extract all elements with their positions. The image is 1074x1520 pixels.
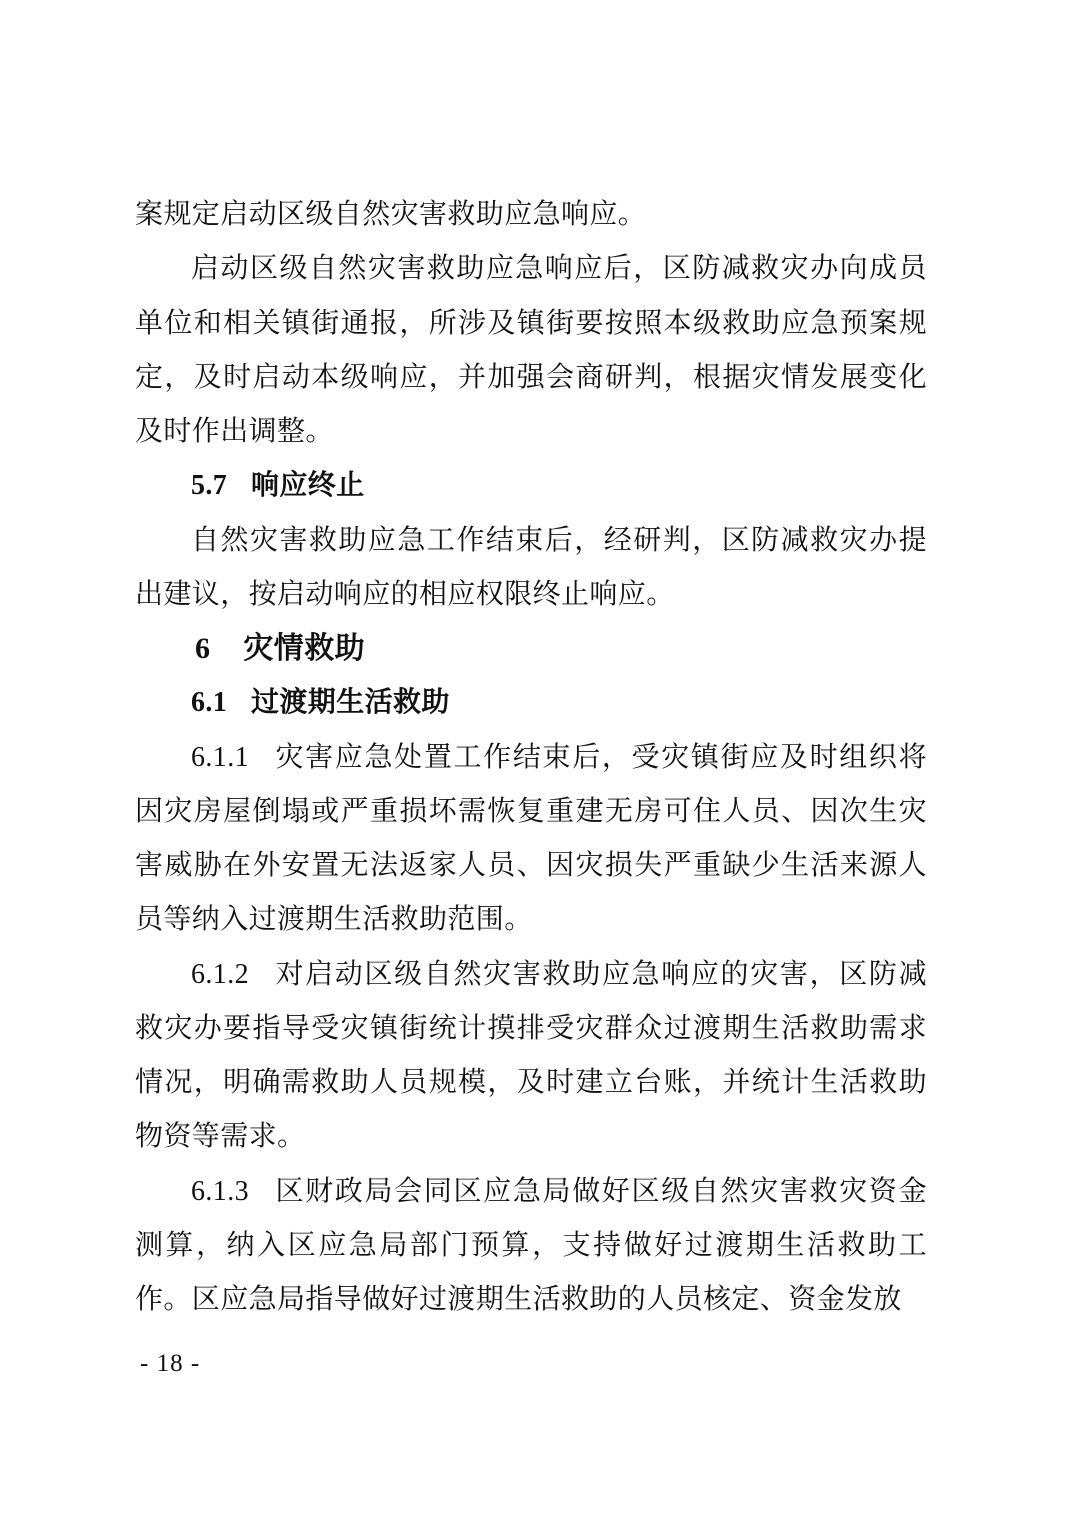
section-number: 6.1 (191, 687, 228, 719)
paragraph-text: 对启动区级自然灾害救助应急响应的灾害，区防减救灾办要指导受灾镇街统计摸排受灾群众过渡期生活救助需求情况，明确需救助人员规模，及时建立台账，并统计生活救助物资等需求。 (135, 958, 927, 1153)
section-title: 响应终止 (251, 470, 365, 502)
paragraph: 启动区级自然灾害救助应急响应后，区防减救灾办向成员单位和相关镇街通报，所涉及镇街要按照本级救助应急预案规定，及时启动本级响应，并加强会商研判，根据灾情发展变化及时作出调整。 (135, 253, 927, 447)
section-number: 5.7 (191, 470, 228, 502)
paragraph-number: 6.1.2 (191, 958, 249, 990)
paragraph-6-1-2 (135, 948, 927, 1165)
paragraph-number: 6.1.1 (191, 741, 249, 773)
section-title: 过渡期生活救助 (251, 687, 450, 719)
chapter-heading-6 (135, 622, 927, 676)
paragraph-6-1-1 (135, 731, 927, 948)
chapter-number: 6 (195, 632, 211, 665)
page-number: - 18 - (140, 1350, 201, 1377)
section-heading-6-1 (135, 676, 927, 730)
paragraph-continuation: 案规定启动区级自然灾害救助应急响应。 (135, 199, 647, 230)
section-heading-5-7 (135, 459, 927, 513)
paragraph-text: 区财政局会同区应急局做好区级自然灾害救灾资金测算，纳入区应急局部门预算，支持做好过渡期生活救助工作。区应急局指导做好过渡期生活救助的人员核定、资金发放 (135, 1175, 927, 1315)
paragraph-6-1-3 (135, 1165, 927, 1328)
chapter-title: 灾情救助 (243, 632, 366, 665)
paragraph: 自然灾害救助应急工作结束后，经研判，区防减救灾办提出建议，按启动响应的相应权限终止响应。 (135, 524, 927, 610)
document-body (135, 188, 927, 1327)
paragraph-text: 灾害应急处置工作结束后，受灾镇街应及时组织将因灾房屋倒塌或严重损坏需恢复重建无房可住人员、因次生灾害威胁在外安置无法返家人员、因灾损失严重缺少生活来源人员等纳入过渡期生活救助范围。 (135, 741, 927, 936)
paragraph-number: 6.1.3 (191, 1175, 249, 1207)
